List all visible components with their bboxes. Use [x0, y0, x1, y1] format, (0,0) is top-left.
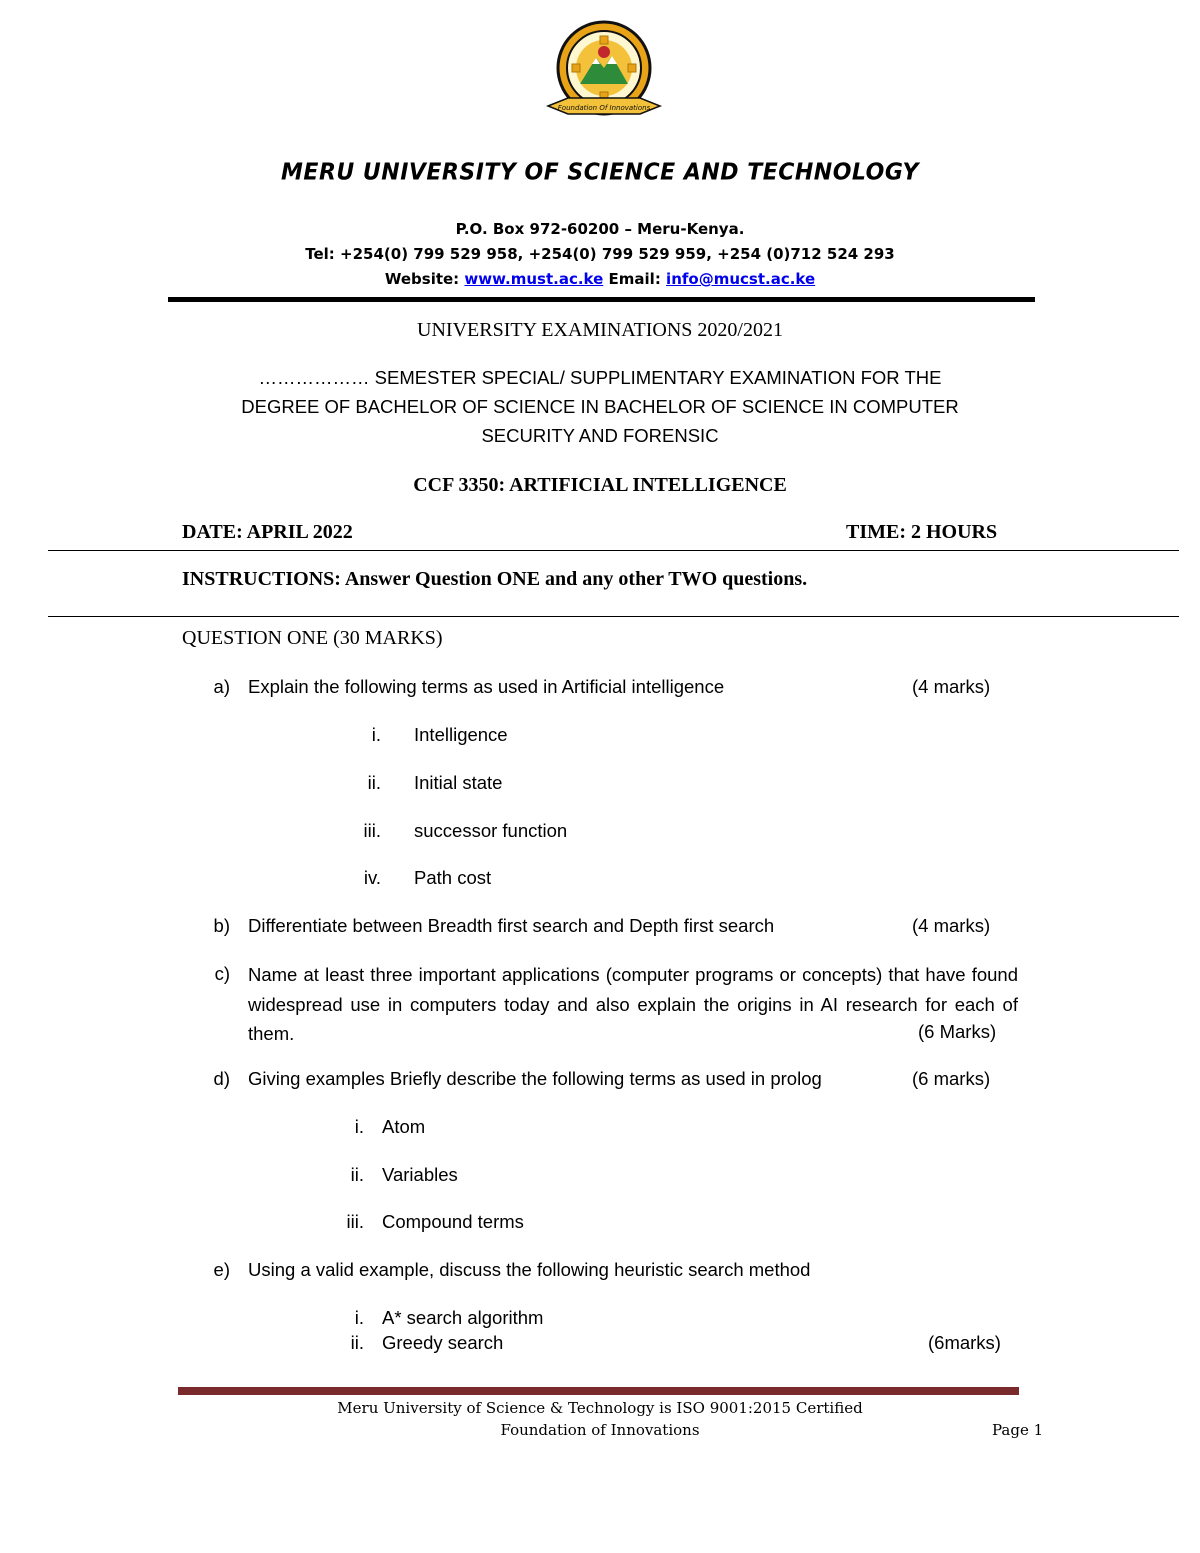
exam-date: DATE: APRIL 2022 — [182, 521, 353, 543]
subitem-text: successor function — [414, 820, 568, 841]
instructions-text: Answer Question ONE and any other TWO questions. — [340, 568, 808, 590]
course-title: CCF 3350: ARTIFICIAL INTELLIGENCE — [413, 474, 787, 496]
subitem-label: ii. — [350, 1332, 364, 1353]
semester-line-2: DEGREE OF BACHELOR OF SCIENCE IN BACHELOR OF SCIENCE IN COMPUTER — [241, 396, 959, 417]
subitem-text: Intelligence — [414, 724, 508, 745]
page-number: Page 1 — [992, 1421, 1044, 1439]
subitem-label: i. — [354, 1307, 364, 1328]
part-text: Differentiate between Breadth first search and Depth first search — [248, 915, 775, 936]
web-email-line — [0, 270, 1200, 288]
subitem-text: A* search algorithm — [382, 1307, 544, 1328]
subitem-text: Compound terms — [382, 1211, 524, 1232]
part-marks: (4 marks) — [912, 915, 991, 936]
part-marks: (4 marks) — [912, 676, 991, 697]
subitem-label: i. — [354, 1116, 364, 1137]
semester-line-3: SECURITY AND FORENSIC — [481, 425, 719, 446]
part-label: b) — [213, 915, 230, 936]
part-marks: (6 Marks) — [912, 1021, 996, 1043]
header-divider — [168, 297, 1035, 302]
part-text: Name at least three important applications (computer programs or concepts) that have found widespread use in computers today and also explain the origins in AI research for each of them. — [248, 964, 1018, 1044]
subitem-text: Greedy search — [382, 1332, 504, 1353]
part-label: c) — [214, 963, 230, 984]
telephone-line: Tel: +254(0) 799 529 958, +254(0) 799 529 959, +254 (0)712 524 293 — [305, 245, 895, 263]
email-label: Email: — [608, 270, 661, 288]
website-link[interactable]: www.must.ac.ke — [464, 270, 604, 288]
part-marks: (6 marks) — [912, 1068, 991, 1089]
part-label: e) — [213, 1259, 230, 1280]
divider-bottom — [48, 616, 1179, 617]
subitem-label: iv. — [363, 867, 381, 888]
part-label: a) — [213, 676, 230, 697]
exam-title: UNIVERSITY EXAMINATIONS 2020/2021 — [417, 319, 783, 341]
instructions-label: INSTRUCTIONS: — [182, 568, 341, 590]
part-text: Explain the following terms as used in Artificial intelligence — [248, 676, 725, 697]
email-link[interactable]: info@mucst.ac.ke — [666, 270, 816, 288]
subitem-text: Path cost — [414, 867, 492, 888]
subitem-text: Initial state — [414, 772, 503, 793]
part-text: Giving examples Briefly describe the following terms as used in prolog — [248, 1068, 822, 1089]
website-label: Website: — [384, 270, 460, 288]
part-marks: (6marks) — [928, 1332, 1001, 1353]
subitem-text: Atom — [382, 1116, 426, 1137]
instructions — [182, 568, 807, 591]
footer-motto: Foundation of Innovations — [500, 1421, 700, 1439]
subitem-label: iii. — [346, 1211, 364, 1232]
semester-line-1: ……………… SEMESTER SPECIAL/ SUPPLIMENTARY EXAMINATION FOR THE — [258, 367, 942, 388]
part-text: Using a valid example, discuss the following heuristic search method — [248, 1259, 811, 1280]
postal-address: P.O. Box 972-60200 – Meru-Kenya. — [455, 220, 745, 238]
question-one-heading: QUESTION ONE (30 MARKS) — [182, 627, 443, 649]
svg-text:Foundation Of Innovations: Foundation Of Innovations — [557, 104, 651, 112]
divider-top — [48, 550, 1179, 551]
university-name: MERU UNIVERSITY OF SCIENCE AND TECHNOLOGY — [281, 159, 919, 186]
subitem-label: ii. — [350, 1164, 364, 1185]
exam-duration: TIME: 2 HOURS — [846, 521, 998, 543]
subitem-label: ii. — [367, 772, 381, 793]
university-logo — [538, 18, 670, 133]
subitem-label: iii. — [363, 820, 381, 841]
footer-bar — [178, 1387, 1019, 1395]
part-label: d) — [213, 1068, 230, 1089]
subitem-label: i. — [371, 724, 381, 745]
footer-certification: Meru University of Science & Technology is ISO 9001:2015 Certified — [337, 1399, 863, 1417]
subitem-text: Variables — [382, 1164, 458, 1185]
